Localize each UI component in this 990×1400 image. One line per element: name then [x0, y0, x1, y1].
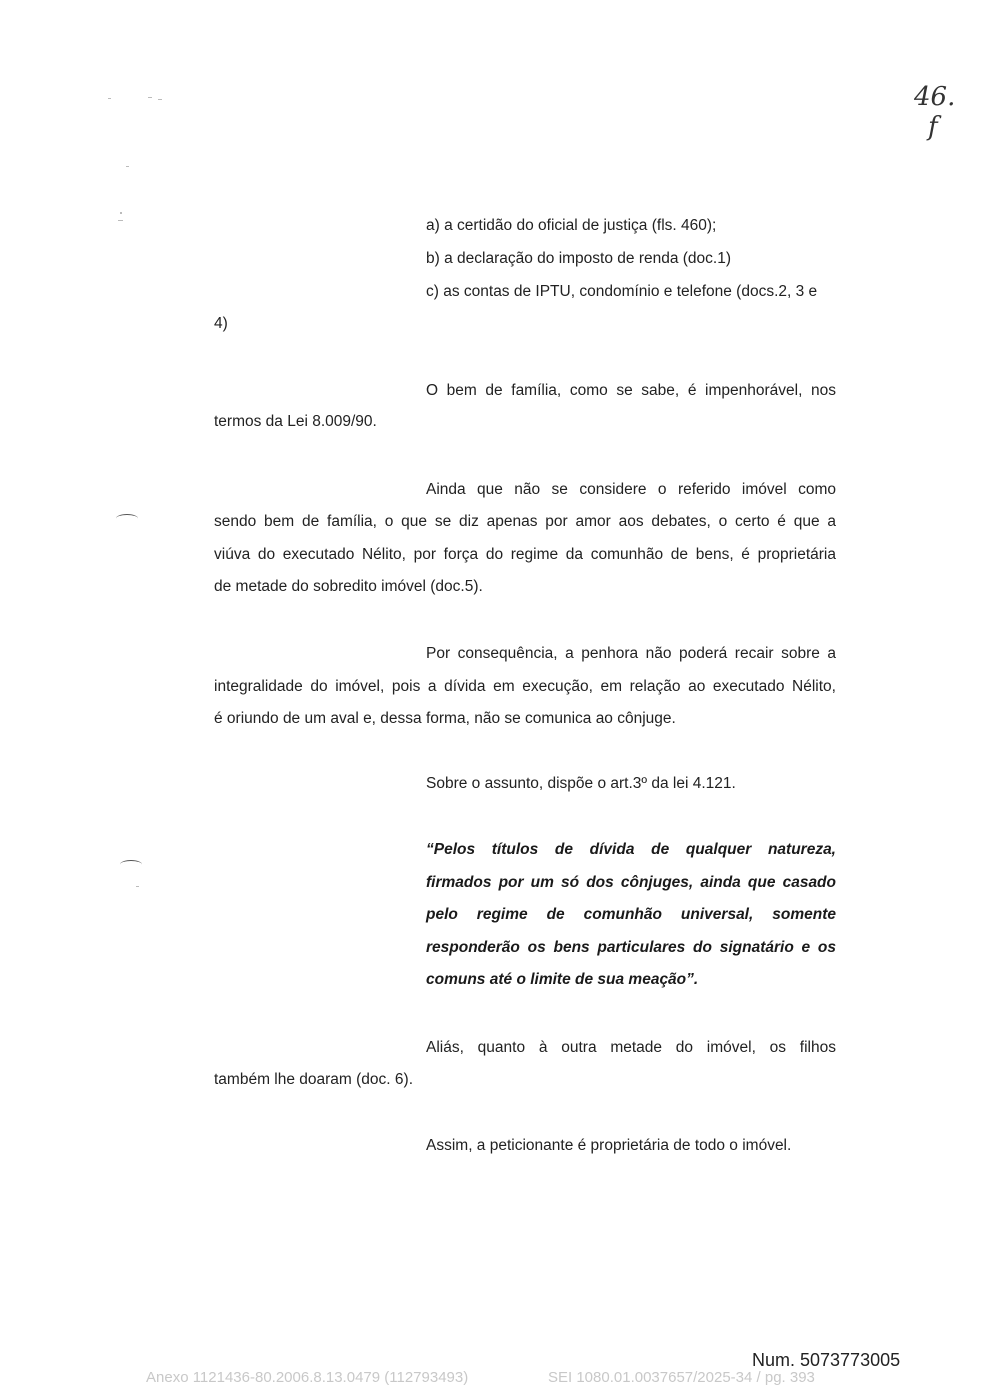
paragraph-6: Assim, a peticionante é proprietária de todo o imóvel.	[426, 1137, 792, 1154]
quote-line-3: pelo regime de comunhão universal, somente	[426, 906, 836, 923]
scan-speck	[126, 166, 129, 167]
quote-line-4: responderão os bens particulares do signatário e os	[426, 939, 836, 956]
scan-speck	[148, 97, 152, 98]
paragraph-2-line-4: de metade do sobredito imóvel (doc.5).	[214, 578, 483, 595]
punch-hole-mark	[120, 860, 142, 869]
list-item-b: b) a declaração do imposto de renda (doc.1)	[426, 250, 732, 267]
sei-stamp: SEI 1080.01.0037657/2025-34 / pg. 393	[548, 1369, 815, 1386]
scan-speck	[118, 220, 123, 221]
list-item-a: a) a certidão do oficial de justiça (fls. 460);	[426, 217, 717, 234]
document-number: Num. 5073773005	[752, 1350, 901, 1370]
handwritten-page-number: 46.	[914, 82, 956, 112]
scan-speck	[120, 212, 122, 214]
quote-line-2: firmados por um só dos cônjuges, ainda que casado	[426, 874, 836, 891]
paragraph-2-line-1: Ainda que não se considere o referido imóvel como	[426, 481, 836, 498]
list-item-c: c) as contas de IPTU, condomínio e telefone (docs.2, 3 e	[426, 283, 818, 300]
paragraph-3-line-2: integralidade do imóvel, pois a dívida em execução, em relação ao executado Nélito,	[214, 678, 836, 695]
paragraph-2-line-3: viúva do executado Nélito, por força do regime da comunhão de bens, é proprietária	[214, 546, 836, 563]
list-item-c-continuation: 4)	[214, 315, 228, 332]
scan-speck	[158, 99, 162, 100]
paragraph-4: Sobre o assunto, dispõe o art.3º da lei 4.121.	[426, 775, 736, 792]
scan-speck	[108, 98, 111, 99]
handwritten-initial: f	[928, 112, 938, 142]
paragraph-1-line-1: O bem de família, como se sabe, é impenhorável, nos	[426, 382, 836, 399]
annex-stamp: Anexo 1121436-80.2006.8.13.0479 (112793493)	[146, 1369, 469, 1386]
quote-line-1: “Pelos títulos de dívida de qualquer natureza,	[426, 841, 836, 858]
scan-speck	[136, 886, 139, 887]
paragraph-2-line-2: sendo bem de família, o que se diz apenas por amor aos debates, o certo é que a	[214, 513, 836, 530]
paragraph-5-line-2: também lhe doaram (doc. 6).	[214, 1071, 414, 1088]
paragraph-5-line-1: Aliás, quanto à outra metade do imóvel, os filhos	[426, 1039, 836, 1056]
paragraph-1-line-2: termos da Lei 8.009/90.	[214, 413, 377, 430]
quote-line-5: comuns até o limite de sua meação”.	[426, 971, 699, 988]
punch-hole-mark	[116, 514, 138, 523]
paragraph-3-line-3: é oriundo de um aval e, dessa forma, não se comunica ao cônjuge.	[214, 710, 676, 727]
paragraph-3-line-1: Por consequência, a penhora não poderá recair sobre a	[426, 645, 836, 662]
